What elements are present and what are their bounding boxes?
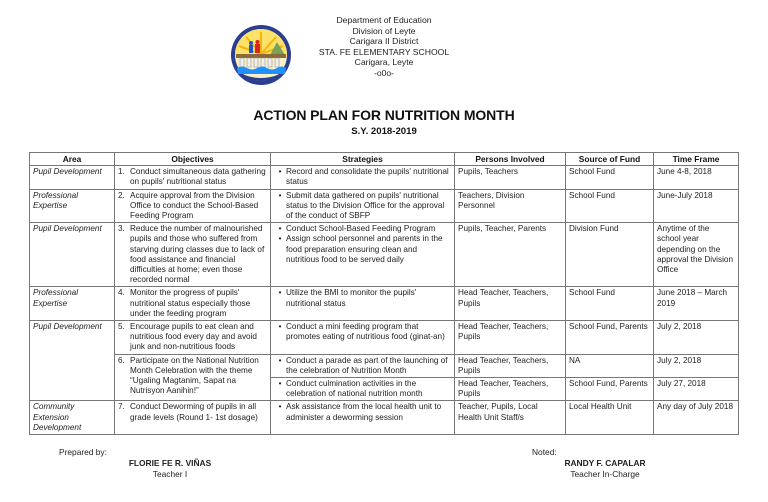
bullet-icon: • [278, 322, 282, 332]
objective-number: 4. [118, 288, 125, 298]
column-header-objectives: Objectives [115, 153, 271, 166]
time-cell: June 2018 – March 2019 [654, 287, 739, 321]
column-header-time: Time Frame [654, 153, 739, 166]
objective-number: 6. [118, 355, 125, 365]
strategy-text: Assign school personnel and parents in the food preparation ensuring clean and nutritious food to be served daily [286, 234, 443, 264]
header-line-department: Department of Education [336, 15, 432, 25]
noted-by-position: Teacher In-Charge [570, 468, 640, 479]
strategy-text: Conduct School-Based Feeding Program [286, 224, 436, 234]
column-header-persons: Persons Involved [455, 153, 566, 166]
strategy-cell [271, 401, 455, 435]
objective-text: Monitor the progress of pupils' nutritional status especially those under the feeding program [130, 288, 251, 318]
strategy-text: Utilize the BMI to monitor the pupils' nutritional status [286, 288, 417, 308]
persons-cell: Pupils, Teachers [455, 166, 566, 189]
persons-cell: Head Teacher, Teachers, Pupils [455, 378, 566, 401]
column-header-strategies: Strategies [271, 153, 455, 166]
persons-cell: Head Teacher, Teachers, Pupils [455, 354, 566, 377]
objective-text: Acquire approval from the Division Office to conduct the School-Based Feeding Program [130, 190, 259, 221]
objective-cell [115, 287, 271, 321]
table-row [30, 354, 739, 377]
strategy-text: Ask assistance from the local health unit to administer a deworming session [286, 402, 442, 422]
strategy-text: Submit data gathered on pupils' nutritional status to the Division Office for the approval of the conduct of SBFP [286, 190, 445, 221]
table-header-row [30, 153, 739, 166]
strategy-cell [271, 166, 455, 189]
column-header-area: Area [30, 153, 115, 166]
bullet-icon: • [278, 167, 282, 177]
strategy-text: Record and consolidate the pupils' nutritional status [286, 167, 449, 187]
header-line-division: Division of Leyte [352, 25, 416, 36]
time-cell: June-July 2018 [654, 189, 739, 223]
table-row [30, 401, 739, 435]
area-cell: Professional Expertise [30, 287, 115, 321]
persons-cell: Teachers, Division Personnel [455, 189, 566, 223]
area-cell: Pupil Development [30, 321, 115, 401]
table-row [30, 166, 739, 189]
bullet-icon: • [278, 288, 282, 298]
strategy-text: Conduct a mini feeding program that promotes eating of nutritious food (ginat-an) [286, 322, 445, 342]
header-line-location: Carigara, Leyte [354, 57, 414, 68]
objective-cell [115, 189, 271, 223]
document-title: ACTION PLAN FOR NUTRITION MONTH [253, 107, 515, 123]
strategy-cell [271, 287, 455, 321]
table-row [30, 189, 739, 223]
prepared-by-block [125, 458, 215, 479]
objective-number: 3. [118, 224, 125, 234]
fund-cell: Local Health Unit [566, 401, 654, 435]
letterhead [0, 15, 768, 79]
fund-cell: NA [566, 354, 654, 377]
objective-text: Reduce the number of malnourished pupils and those who suffered from starving during classes due to lack of food assistance and financial difficulties at home; even those recorded normal [130, 224, 265, 285]
strategy-cell [271, 378, 455, 401]
prepared-by-name: FLORIE FE R. VIÑAS [128, 458, 212, 468]
time-cell: July 2, 2018 [654, 321, 739, 355]
prepared-by-position: Teacher I [152, 468, 188, 479]
fund-cell: School Fund [566, 189, 654, 223]
table-row [30, 223, 739, 287]
objective-cell [115, 401, 271, 435]
fund-cell: School Fund, Parents [566, 378, 654, 401]
fund-cell: School Fund [566, 287, 654, 321]
objective-cell [115, 166, 271, 189]
time-cell: Anytime of the school year depending on the approval the Division Office [654, 223, 739, 287]
bullet-icon: • [278, 355, 282, 365]
strategy-cell [271, 189, 455, 223]
noted-by-name: RANDY F. CAPALAR [564, 458, 646, 468]
area-cell: Professional Expertise [30, 189, 115, 223]
time-cell: Any day of July 2018 [654, 401, 739, 435]
bullet-icon: • [278, 379, 282, 389]
strategy-text: Conduct a parade as part of the launching of the celebration of Nutrition Month [286, 355, 448, 375]
header-line-district: Carigara II District [349, 36, 419, 47]
objective-cell [115, 321, 271, 355]
header-line-school: STA. FE ELEMENTARY SCHOOL [318, 46, 450, 57]
fund-cell: Division Fund [566, 223, 654, 287]
time-cell: June 4-8, 2018 [654, 166, 739, 189]
noted-by-label: Noted: [532, 447, 557, 457]
area-cell: Pupil Development [30, 223, 115, 287]
header-line-ornament: -o0o- [373, 67, 395, 78]
strategy-cell [271, 321, 455, 355]
column-header-fund: Source of Fund [566, 153, 654, 166]
persons-cell: Head Teacher, Teachers, Pupils [455, 321, 566, 355]
area-cell: Pupil Development [30, 166, 115, 189]
fund-cell: School Fund [566, 166, 654, 189]
objective-text: Conduct simultaneous data gathering on pupils' nutritional status [130, 167, 266, 187]
objective-number: 1. [118, 167, 125, 177]
persons-cell: Head Teacher, Teachers, Pupils [455, 287, 566, 321]
objective-cell [115, 223, 271, 287]
noted-by-block [555, 458, 655, 479]
bullet-icon: • [278, 402, 282, 412]
time-cell: July 2, 2018 [654, 354, 739, 377]
objective-number: 7. [118, 402, 125, 412]
table-row [30, 287, 739, 321]
area-cell: Community Extension Development [30, 401, 115, 435]
objective-number: 5. [118, 322, 125, 332]
objective-cell [115, 354, 271, 401]
strategy-cell [271, 354, 455, 377]
strategy-text: Conduct culmination activities in the celebration of national nutrition month [286, 379, 423, 399]
persons-cell: Teacher, Pupils, Local Health Unit Staff/s [455, 401, 566, 435]
objective-text: Conduct Deworming of pupils in all grade levels (Round 1- 1st dosage) [130, 402, 258, 422]
objective-text: Encourage pupils to eat clean and nutritious food every day and avoid junk and non-nutritious foods [130, 322, 257, 352]
bullet-icon: • [278, 224, 282, 234]
objective-number: 2. [118, 190, 125, 200]
fund-cell: School Fund, Parents [566, 321, 654, 355]
table-row [30, 321, 739, 355]
bullet-icon: • [278, 234, 282, 244]
school-year: S.Y. 2018-2019 [351, 126, 417, 137]
action-plan-table [29, 152, 739, 435]
time-cell: July 27, 2018 [654, 378, 739, 401]
persons-cell: Pupils, Teacher, Parents [455, 223, 566, 287]
objective-text: Participate on the National Nutrition Month Celebration with the theme “Ugaling Magtanim, Sapat na Nutrisyon Aanihin!” [130, 355, 259, 396]
prepared-by-label: Prepared by: [59, 447, 107, 457]
bullet-icon: • [278, 190, 282, 200]
strategy-cell [271, 223, 455, 287]
